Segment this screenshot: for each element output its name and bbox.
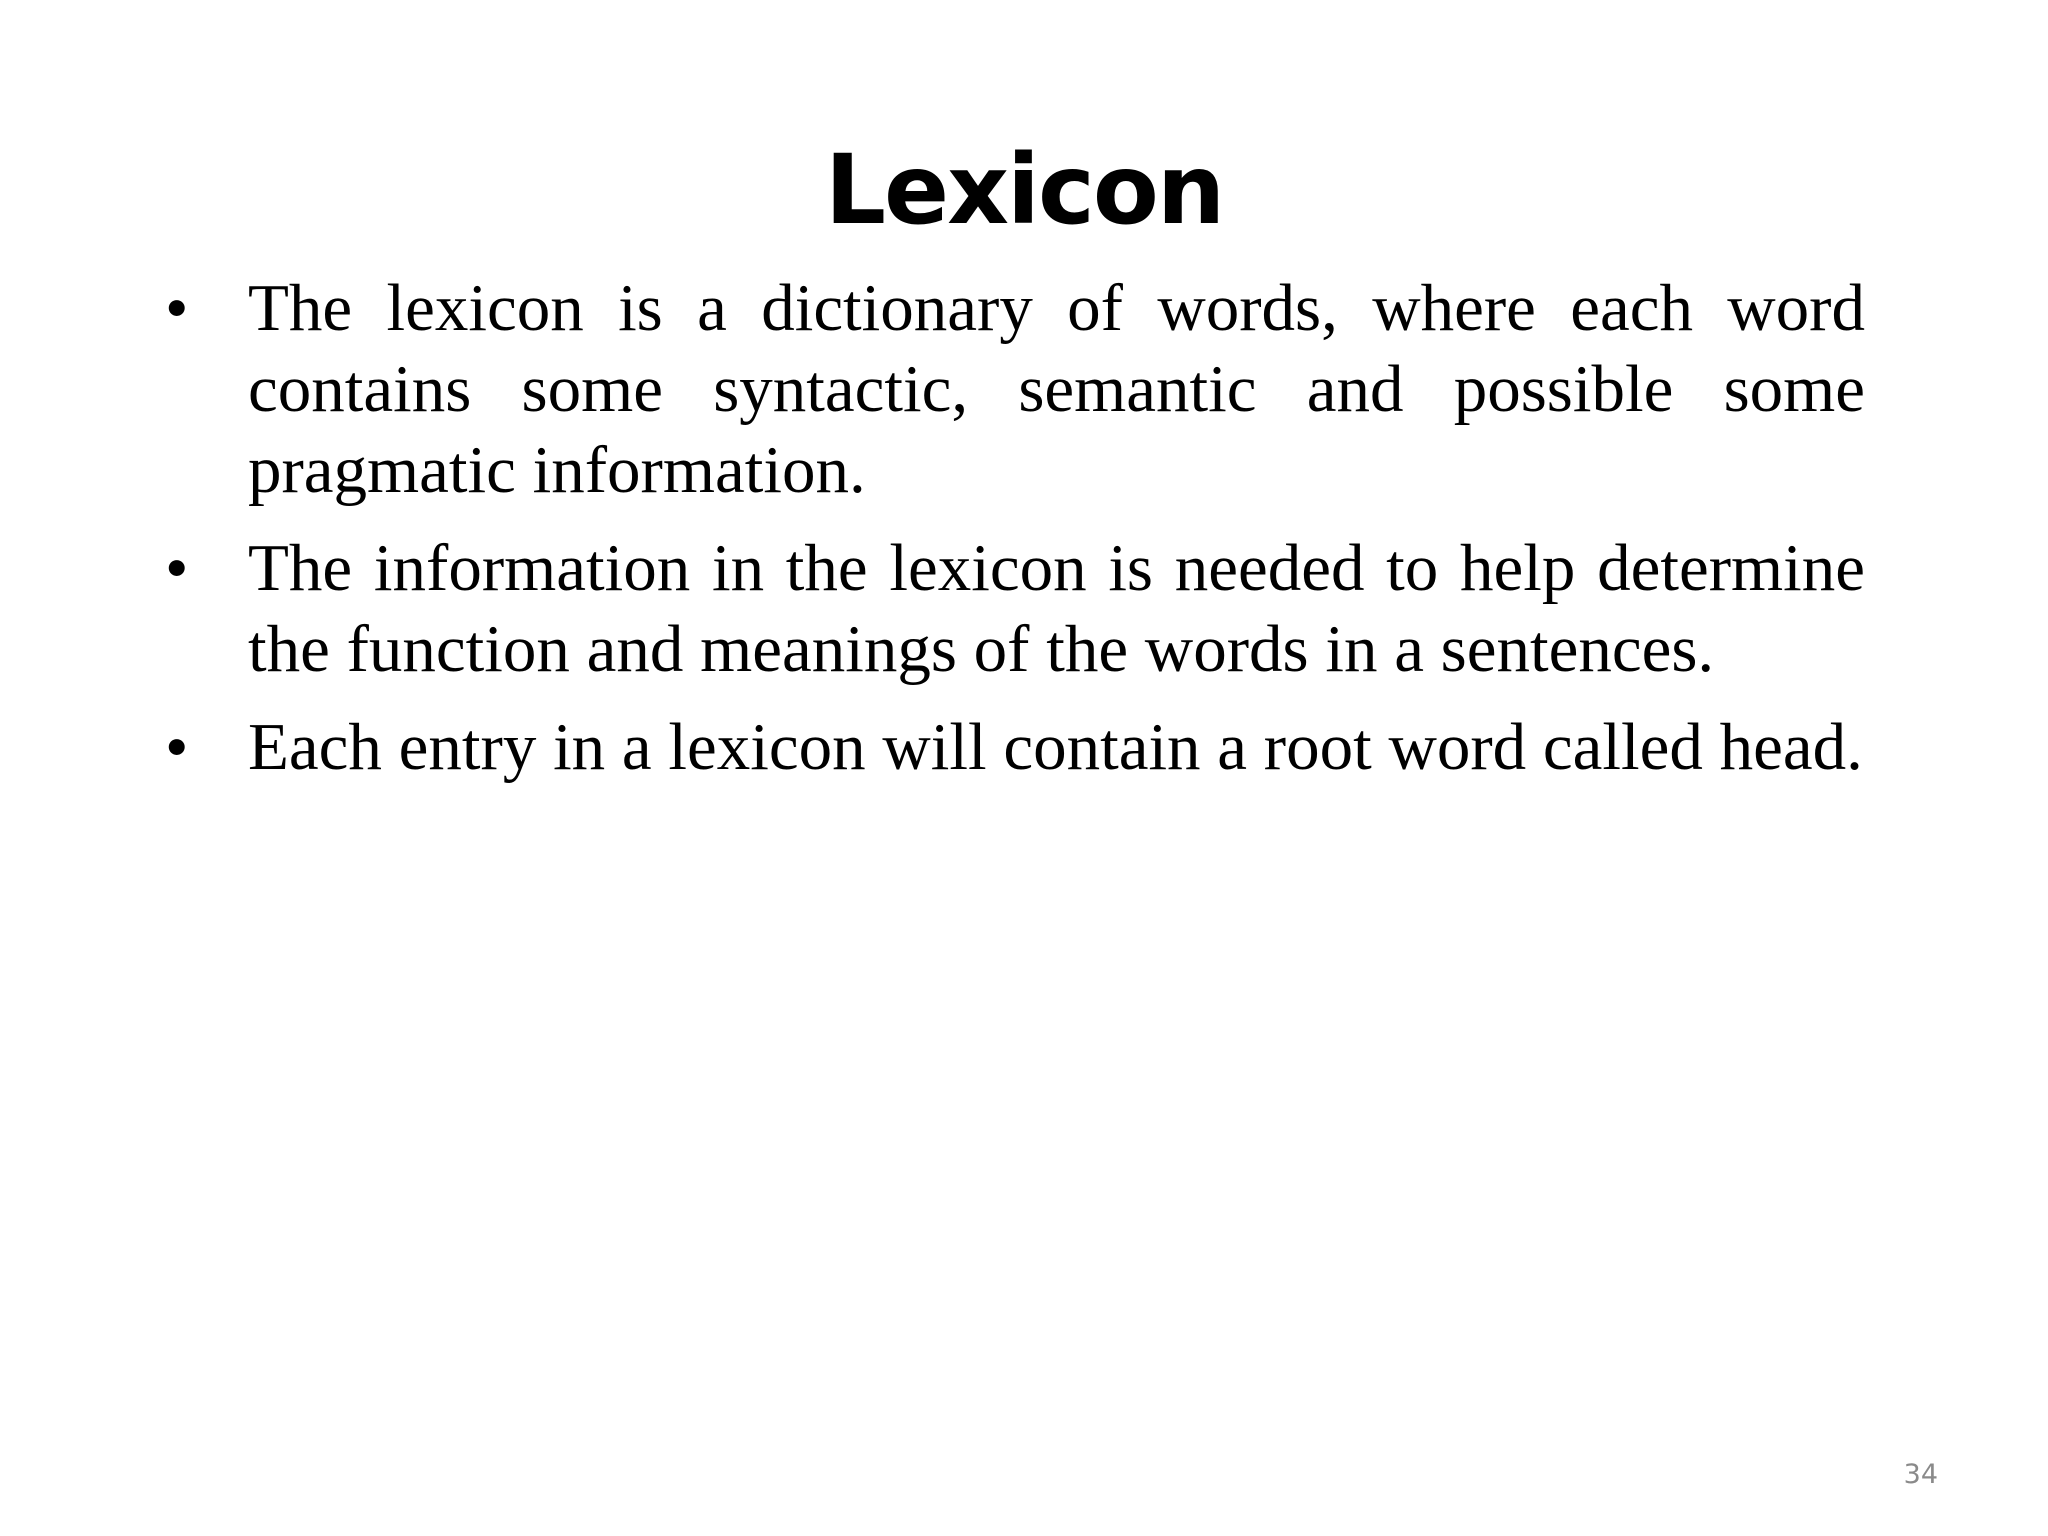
bullet-item	[165, 707, 1865, 788]
bullet-marker: •	[165, 710, 189, 784]
bullet-item	[165, 528, 1865, 690]
bullet-text: Each entry in a lexicon will contain a root word called head.	[248, 710, 1863, 784]
bullet-item	[165, 268, 1865, 511]
bullet-text: The lexicon is a dictionary of words, where each word contains some syntactic, semantic and possible some pragmatic information.	[248, 271, 1865, 507]
bullet-text: The information in the lexicon is needed to help determine the function and meanings of the words in a sentences.	[248, 531, 1865, 686]
slide-title: Lexicon	[824, 134, 1224, 246]
bullet-marker: •	[165, 271, 189, 345]
bullet-list	[165, 268, 1865, 805]
bullet-marker: •	[165, 531, 189, 605]
page-number: 34	[1903, 1459, 1938, 1490]
